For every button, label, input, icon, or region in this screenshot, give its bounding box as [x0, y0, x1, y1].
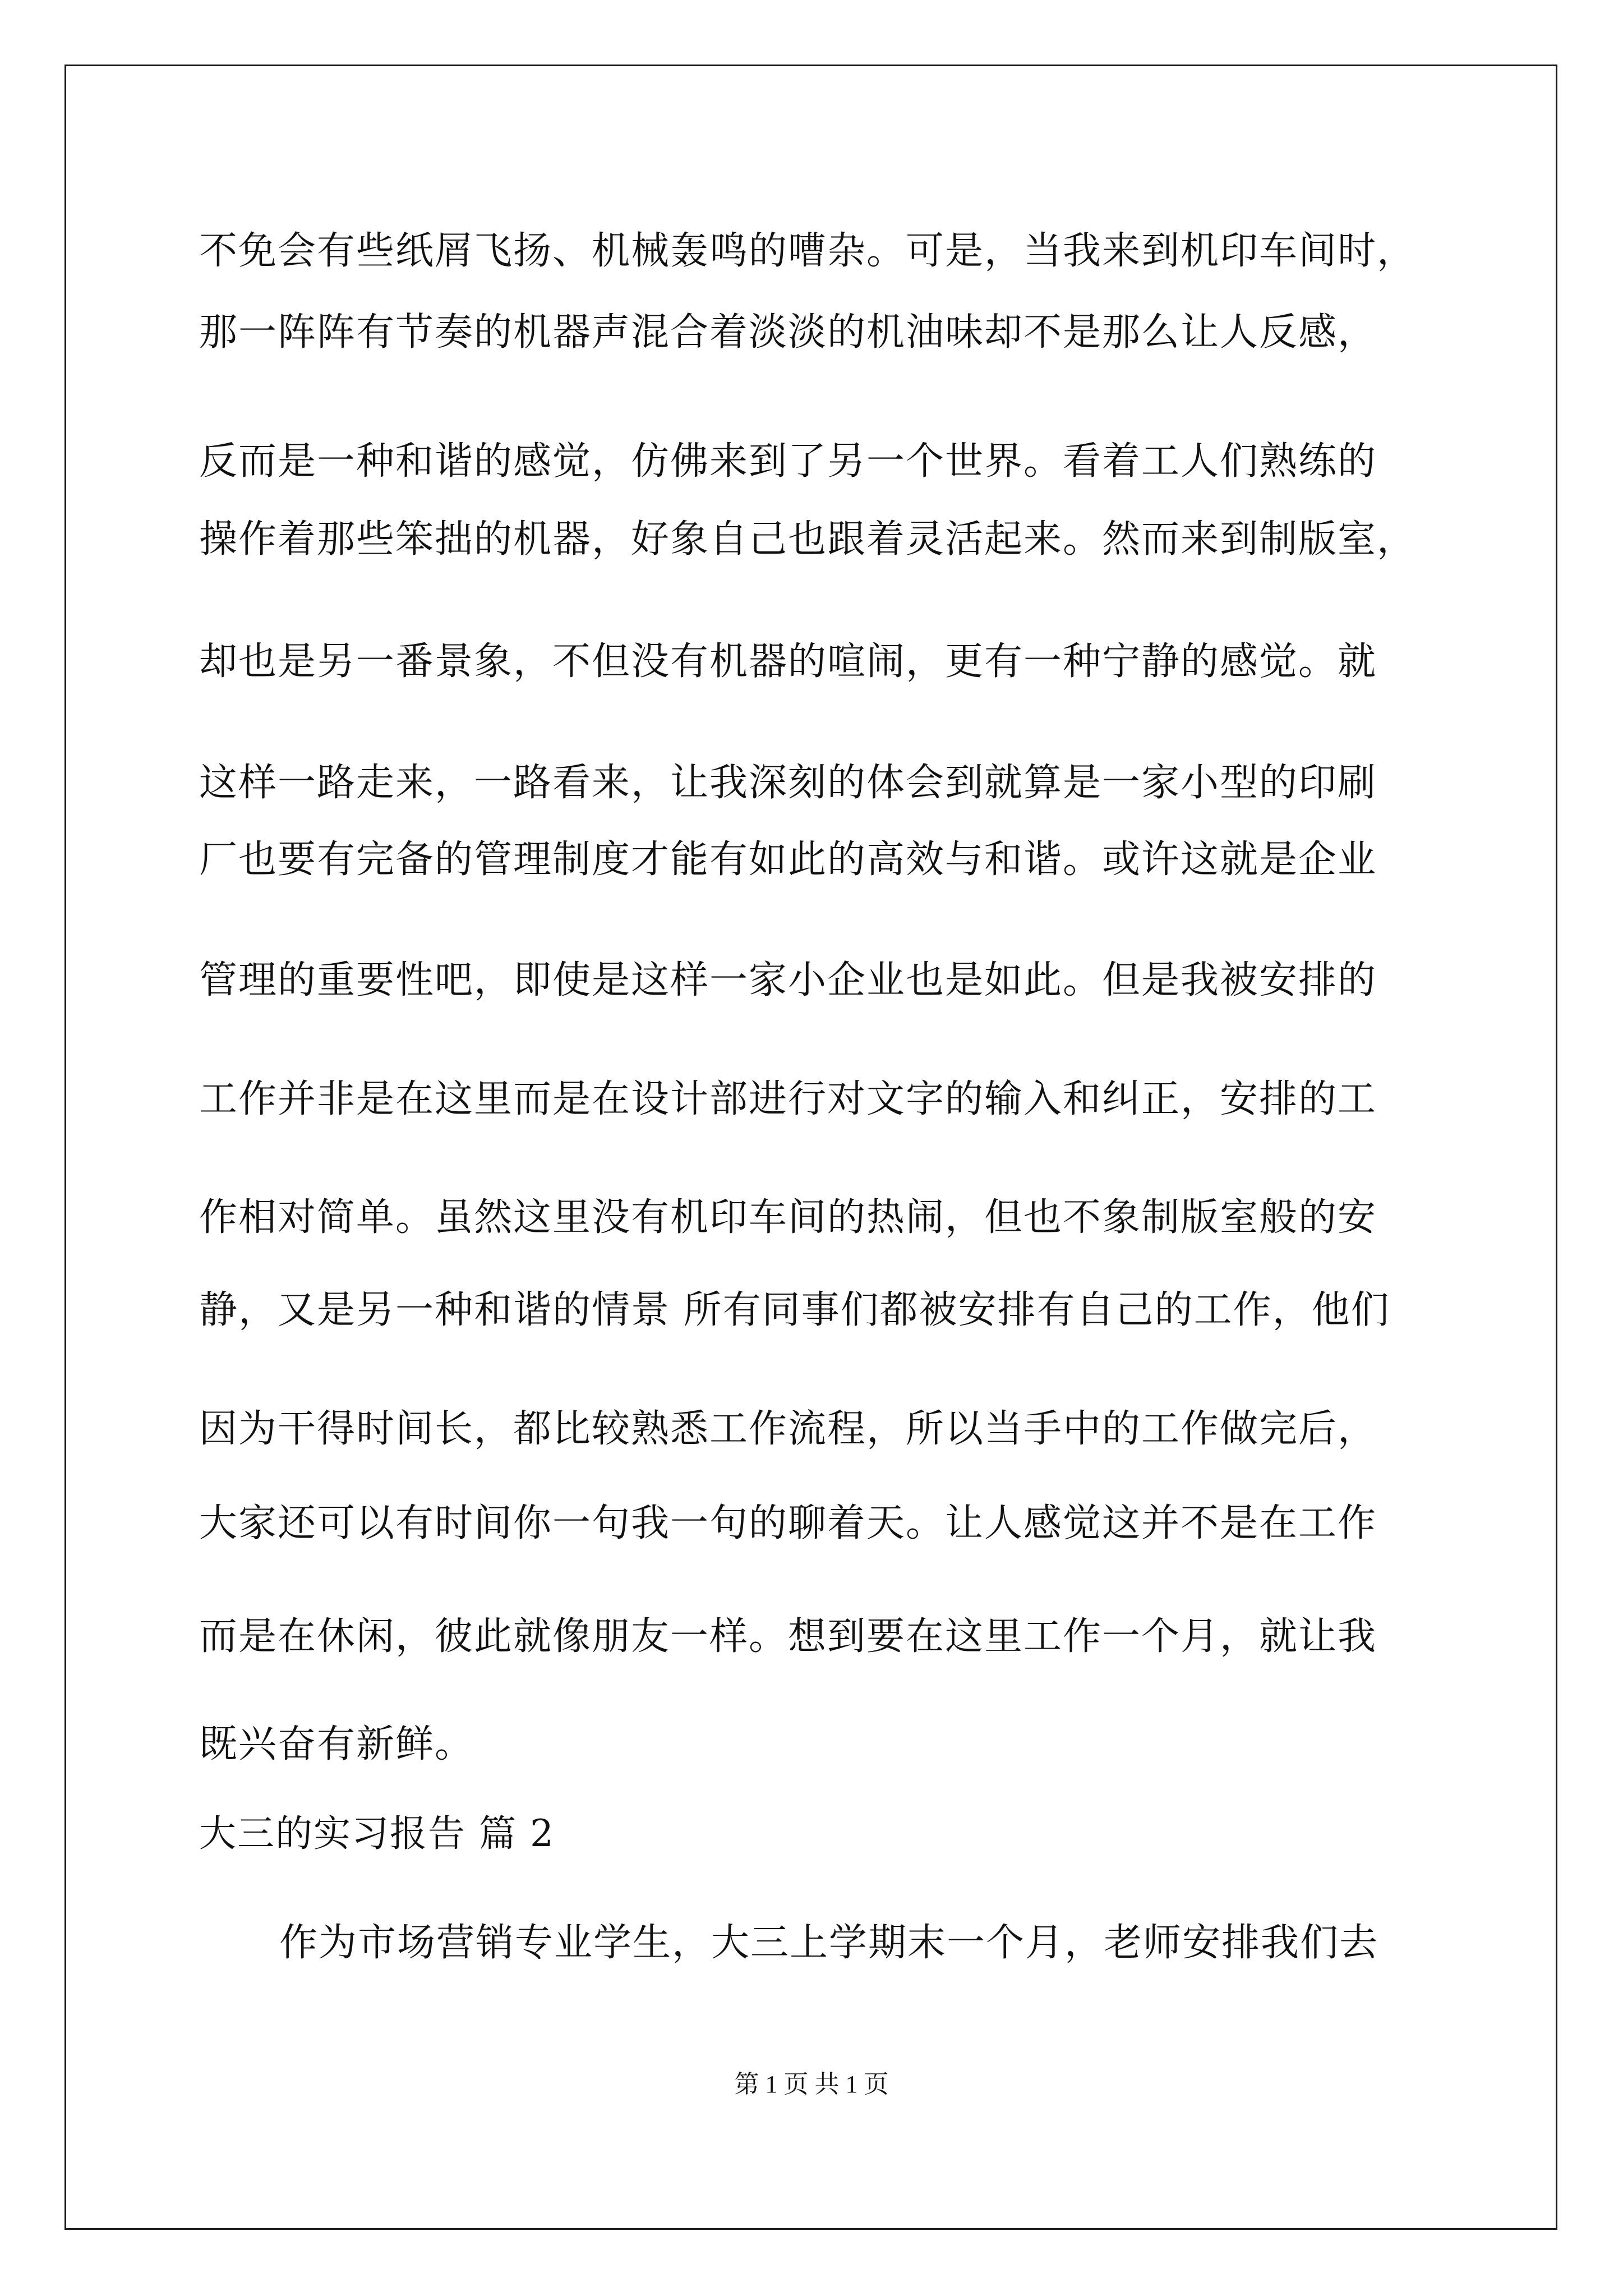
- text-line-10: 作相对简单。虽然这里没有机印车间的热闹，但也不象制版室般的安: [199, 1195, 1377, 1240]
- text-line-4: 操作着那些笨拙的机器，好象自己也跟着灵活起来。然而来到制版室，: [199, 517, 1417, 562]
- section-heading: 大三的实习报告 篇 2: [199, 1812, 555, 1855]
- text-line-6: 这样一路走来，一路看来，让我深刻的体会到就算是一家小型的印刷: [199, 761, 1377, 805]
- text-line-3: 反而是一种和谐的感觉，仿佛来到了另一个世界。看着工人们熟练的: [199, 439, 1377, 484]
- text-line-13: 大家还可以有时间你一句我一句的聊着天。让人感觉这并不是在工作: [199, 1501, 1377, 1545]
- text-line-5: 却也是另一番景象，不但没有机器的喧闹，更有一种宁静的感觉。就: [199, 639, 1377, 684]
- paragraph-first-line: 作为市场营销专业学生，大三上学期末一个月，老师安排我们去: [279, 1921, 1379, 1965]
- text-line-15: 既兴奋有新鲜。: [199, 1722, 474, 1766]
- page-number-footer: 第 1 页 共 1 页: [734, 2070, 889, 2098]
- text-line-2: 那一阵阵有节奏的机器声混合着淡淡的机油味却不是那么让人反感，: [199, 310, 1377, 355]
- text-line-14: 而是在休闲，彼此就像朋友一样。想到要在这里工作一个月，就让我: [199, 1614, 1377, 1659]
- text-line-1: 不免会有些纸屑飞扬、机械轰鸣的嘈杂。可是，当我来到机印车间时，: [199, 229, 1417, 273]
- text-line-11: 静，又是另一种和谐的情景 所有同事们都被安排有自己的工作，他们: [199, 1288, 1390, 1332]
- text-line-12: 因为干得时间长，都比较熟悉工作流程，所以当手中的工作做完后，: [199, 1407, 1377, 1451]
- page-border: [64, 65, 1557, 2230]
- text-line-7: 厂也要有完备的管理制度才能有如此的高效与和谐。或许这就是企业: [199, 838, 1377, 882]
- text-line-8: 管理的重要性吧，即使是这样一家小企业也是如此。但是我被安排的: [199, 958, 1377, 1002]
- text-line-9: 工作并非是在这里而是在设计部进行对文字的输入和纠正，安排的工: [199, 1077, 1377, 1121]
